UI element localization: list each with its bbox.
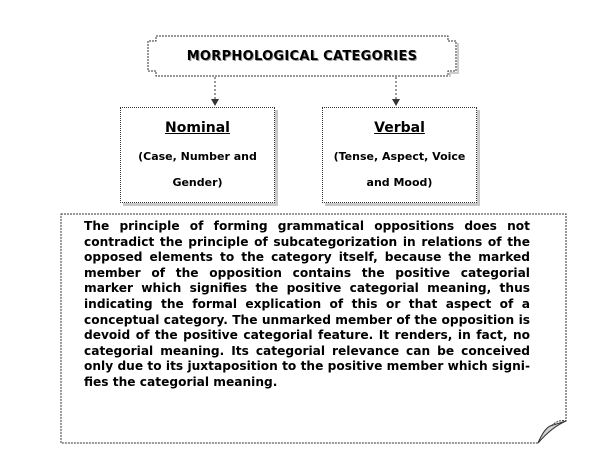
explanation-note [60, 213, 568, 445]
note-text: The principle of forming grammatical oppositions does not contradict the principle of subcategorization in relations of the opposed elements to the category itself, because the marked member of the opposition contains the positive categorial marker which signifies the positive categorial meaning, thus indicating the formal explication of this or that aspect of a conceptual category. The unmarked member of the opposition is devoid of the positive categorial feature. It renders, in fact, no categorial meaning. Its categorial relevance can be conceived only due to its juxtaposition to the positive member which signi-fies the categorial meaning. [84, 219, 530, 389]
nominal-subtitle: (Case, Number and Gender) [138, 150, 257, 189]
connector-arrow-verbal [386, 77, 406, 109]
title-box [142, 35, 462, 77]
connector-arrow-nominal [205, 77, 225, 109]
diagram-title: MORPHOLOGICAL CATEGORIES [186, 48, 418, 64]
verbal-box [322, 107, 477, 203]
verbal-subtitle: (Tense, Aspect, Voice and Mood) [333, 150, 466, 189]
verbal-title: Verbal [374, 120, 425, 136]
nominal-title: Nominal [165, 120, 230, 136]
nominal-box [120, 107, 275, 203]
